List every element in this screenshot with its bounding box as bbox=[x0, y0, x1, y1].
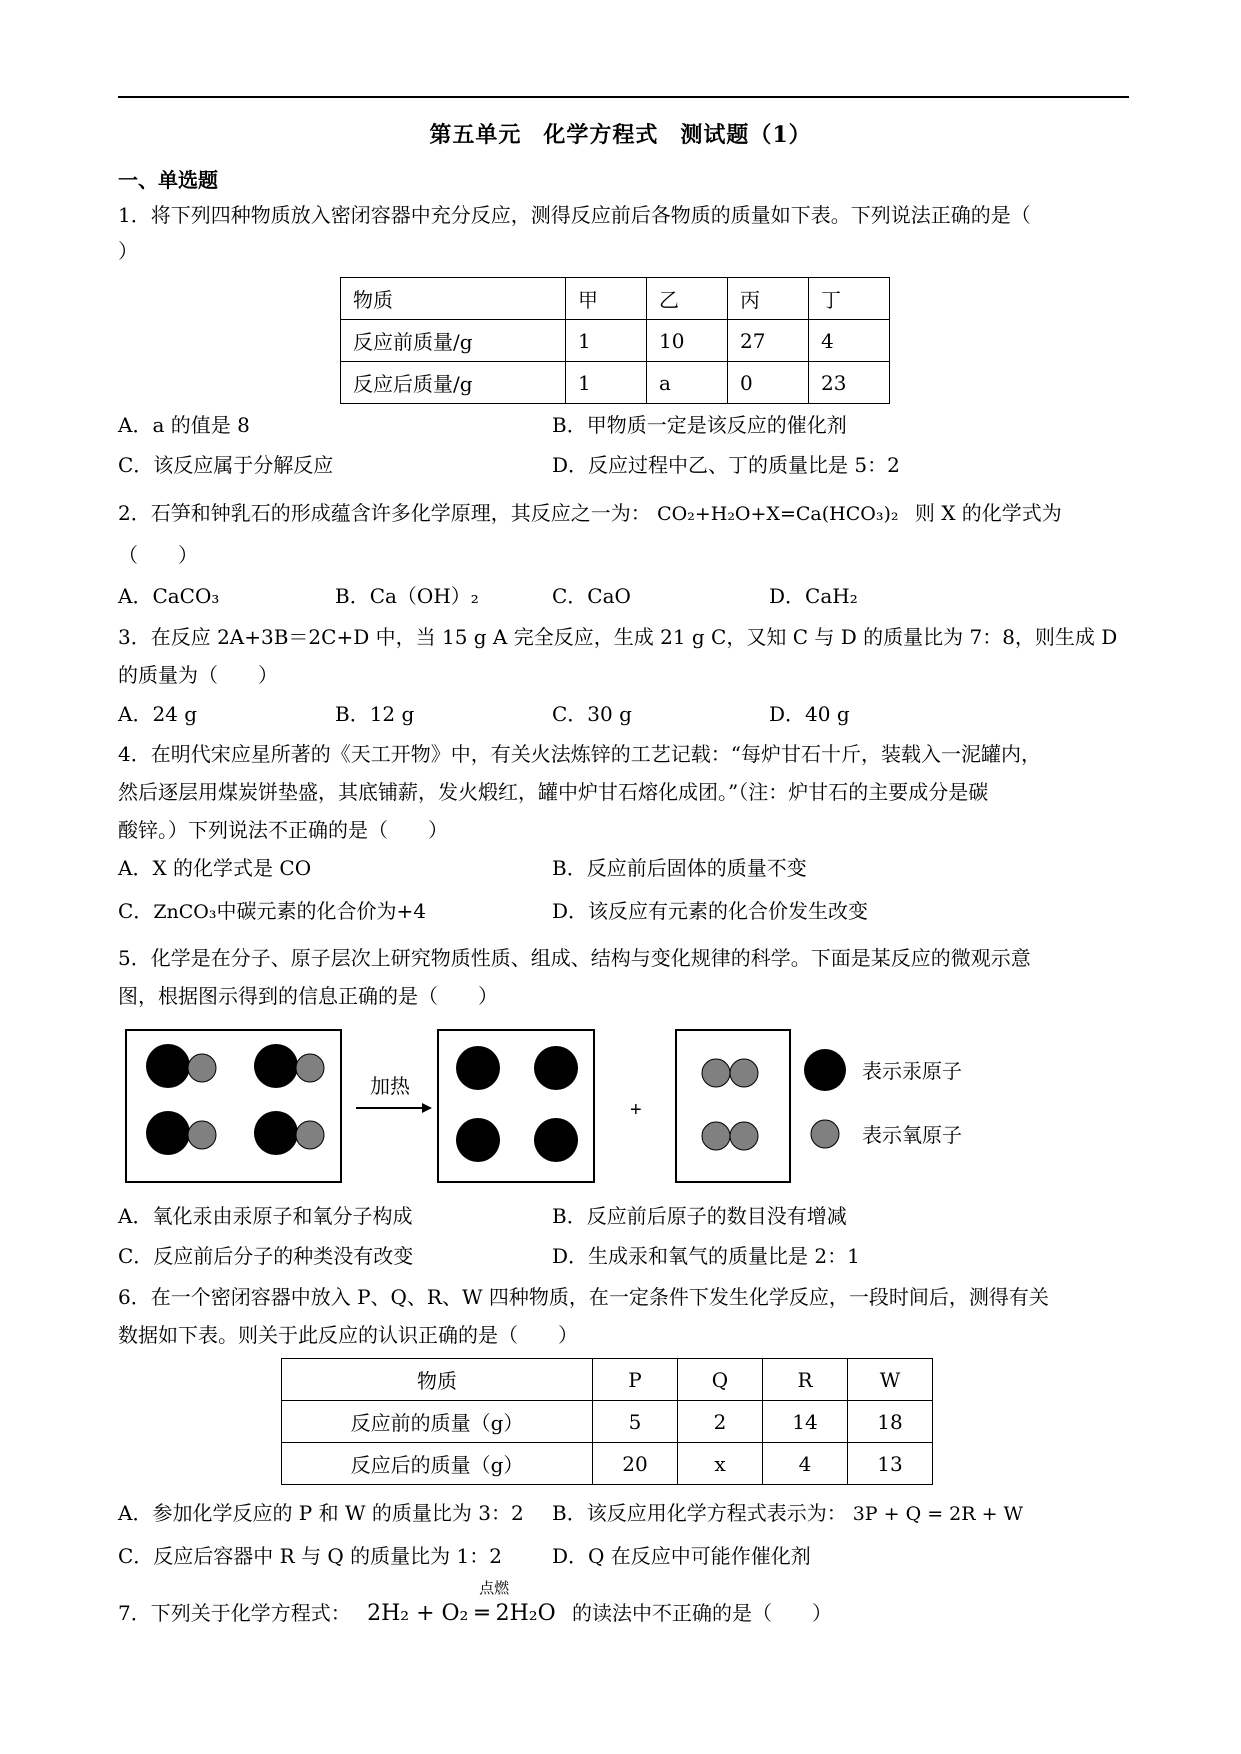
q4-option-c-label: C． bbox=[118, 899, 154, 923]
q6-table bbox=[281, 1358, 933, 1485]
q2-stem-line1 bbox=[118, 500, 1062, 527]
table-cell: 反应前质量/g bbox=[341, 320, 566, 362]
table-cell: 丙 bbox=[728, 278, 809, 320]
q5-stem-line1: 5．化学是在分子、原子层次上研究物质性质、组成、结构与变化规律的科学。下面是某反应的微观示意 bbox=[118, 946, 1031, 970]
q6-option-b[interactable] bbox=[552, 1500, 1023, 1527]
q4-stem-line1: 4．在明代宋应星所著的《天工开物》中，有关火法炼锌的工艺记载：“每炉甘石十斤，装载入一泥罐内， bbox=[118, 742, 1041, 766]
table-cell: 反应前的质量（g） bbox=[282, 1401, 593, 1443]
q7-formula: 2H₂ + O₂ ═ 2H₂O bbox=[367, 1601, 556, 1626]
table-cell: 甲 bbox=[566, 278, 647, 320]
table-cell: 20 bbox=[593, 1443, 678, 1485]
q6-option-a[interactable]: A．参加化学反应的 P 和 W 的质量比为 3：2 bbox=[118, 1501, 524, 1525]
q5-stem-line2: 图，根据图示得到的信息正确的是（ ） bbox=[118, 984, 498, 1008]
q2-stem-text: 2．石笋和钟乳石的形成蕴含许多化学原理，其反应之一为： bbox=[118, 501, 651, 525]
q1-table bbox=[340, 277, 890, 404]
title-part2: 化学方程式 bbox=[543, 122, 659, 148]
oxygen-molecules bbox=[702, 1059, 758, 1150]
q3-stem-line1: 3．在反应 2A+3B＝2C+D 中，当 15 g A 完全反应，生成 21 g C，又知 C 与 D 的质量比为 7：8，则生成 D bbox=[118, 625, 1118, 649]
q7-stem bbox=[118, 1580, 832, 1627]
mercury-atoms bbox=[456, 1046, 578, 1162]
table-row bbox=[341, 278, 890, 320]
table-row bbox=[282, 1443, 933, 1485]
q3-option-c[interactable]: C．30 g bbox=[552, 702, 632, 726]
table-cell: Q bbox=[678, 1359, 763, 1401]
page-title bbox=[0, 118, 1241, 149]
q4-stem-line3: 酸锌。）下列说法不正确的是（ ） bbox=[118, 818, 448, 842]
q7-equation bbox=[367, 1580, 556, 1627]
mercury-oxide-molecules bbox=[146, 1044, 324, 1155]
table-cell: R bbox=[763, 1359, 848, 1401]
q4-option-b[interactable]: B．反应前后固体的质量不变 bbox=[552, 856, 807, 880]
q1-option-c[interactable]: C．该反应属于分解反应 bbox=[118, 453, 334, 477]
q7-stem-text: 7．下列关于化学方程式： bbox=[118, 1601, 351, 1625]
q6-option-c[interactable]: C．反应后容器中 R 与 Q 的质量比为 1：2 bbox=[118, 1544, 502, 1568]
q5-option-a[interactable]: A．氧化汞由汞原子和氧分子构成 bbox=[118, 1204, 413, 1228]
header-rule bbox=[118, 96, 1129, 98]
oxygen-box bbox=[676, 1030, 790, 1182]
legend-mercury-swatch bbox=[804, 1049, 846, 1091]
table-cell: 14 bbox=[763, 1401, 848, 1443]
title-part1: 第五单元 bbox=[429, 122, 522, 148]
q2-option-a[interactable]: A．CaCO₃ bbox=[118, 584, 220, 608]
q1-option-d[interactable]: D．反应过程中乙、丁的质量比是 5：2 bbox=[552, 453, 900, 477]
q3-option-a[interactable]: A．24 g bbox=[118, 702, 198, 726]
table-cell: 物质 bbox=[341, 278, 566, 320]
q4-option-d[interactable]: D．该反应有元素的化合价发生改变 bbox=[552, 899, 869, 923]
table-cell: 0 bbox=[728, 362, 809, 404]
legend-oxygen-label: 表示氧原子 bbox=[862, 1125, 962, 1147]
table-cell: 5 bbox=[593, 1401, 678, 1443]
table-cell: 27 bbox=[728, 320, 809, 362]
table-cell: 23 bbox=[809, 362, 890, 404]
reaction-diagram bbox=[120, 1028, 1020, 1188]
q5-option-c[interactable]: C．反应前后分子的种类没有改变 bbox=[118, 1244, 414, 1268]
q7-condition: 点燃 bbox=[479, 1580, 510, 1597]
legend-mercury-label: 表示汞原子 bbox=[862, 1061, 962, 1083]
table-cell: 4 bbox=[809, 320, 890, 362]
table-cell: 丁 bbox=[809, 278, 890, 320]
q2-stem-line2: （ ） bbox=[118, 543, 198, 567]
table-cell: 乙 bbox=[647, 278, 728, 320]
q4-option-c-text: 中碳元素的化合价为+4 bbox=[216, 899, 426, 923]
q4-stem-line2: 然后逐层用煤炭饼垫盛，其底铺薪，发火煅红，罐中炉甘石熔化成团。”（注：炉甘石的主要成分是碳 bbox=[118, 780, 989, 804]
table-cell: 4 bbox=[763, 1443, 848, 1485]
q1-option-a[interactable]: A．a 的值是 8 bbox=[118, 413, 250, 437]
table-cell: 物质 bbox=[282, 1359, 593, 1401]
arrow-label: 加热 bbox=[370, 1076, 410, 1098]
q6-option-d[interactable]: D．Q 在反应中可能作催化剂 bbox=[552, 1544, 811, 1568]
arrow-head bbox=[422, 1103, 432, 1113]
table-cell: W bbox=[848, 1359, 933, 1401]
q3-option-d[interactable]: D．40 g bbox=[769, 702, 850, 726]
table-cell: 反应后质量/g bbox=[341, 362, 566, 404]
q6-stem-line1: 6．在一个密闭容器中放入 P、Q、R、W 四种物质，在一定条件下发生化学反应，一段时间后，测得有关 bbox=[118, 1285, 1049, 1309]
q1-stem-line1: 1．将下列四种物质放入密闭容器中充分反应，测得反应前后各物质的质量如下表。下列说法正确的是（ bbox=[118, 203, 1031, 227]
q2-formula: CO₂+H₂O+X=Ca(HCO₃)₂ bbox=[657, 503, 899, 525]
title-part3: 测试题（1） bbox=[680, 122, 812, 148]
q7-stem-tail: 的读法中不正确的是（ ） bbox=[572, 1601, 832, 1625]
q2-option-b[interactable]: B．Ca（OH）₂ bbox=[335, 584, 479, 608]
section-heading: 一、单选题 bbox=[118, 168, 218, 192]
table-cell: 10 bbox=[647, 320, 728, 362]
q5-option-b[interactable]: B．反应前后原子的数目没有增减 bbox=[552, 1204, 847, 1228]
table-cell: x bbox=[678, 1443, 763, 1485]
plus-sign: + bbox=[630, 1099, 642, 1121]
q2-option-c[interactable]: C．CaO bbox=[552, 584, 631, 608]
q3-option-b[interactable]: B．12 g bbox=[335, 702, 415, 726]
q4-option-c-formula: ZnCO₃ bbox=[153, 901, 217, 923]
q5-option-d[interactable]: D．生成汞和氧气的质量比是 2：1 bbox=[552, 1244, 860, 1268]
table-cell: 2 bbox=[678, 1401, 763, 1443]
table-cell: 18 bbox=[848, 1401, 933, 1443]
q6-stem-line2: 数据如下表。则关于此反应的认识正确的是（ ） bbox=[118, 1323, 578, 1347]
table-row bbox=[341, 320, 890, 362]
table-cell: 反应后的质量（g） bbox=[282, 1443, 593, 1485]
q1-stem-line2: ） bbox=[118, 239, 138, 263]
q4-option-c[interactable] bbox=[118, 898, 426, 925]
table-cell: a bbox=[647, 362, 728, 404]
table-row bbox=[282, 1401, 933, 1443]
q6-option-b-text: B．该反应用化学方程式表示为： bbox=[552, 1501, 847, 1525]
q4-option-a[interactable]: A．X 的化学式是 CO bbox=[118, 856, 312, 880]
table-cell: 13 bbox=[848, 1443, 933, 1485]
table-cell: P bbox=[593, 1359, 678, 1401]
table-cell: 1 bbox=[566, 362, 647, 404]
legend-oxygen-swatch bbox=[811, 1120, 839, 1148]
q2-stem-tail: 则 X 的化学式为 bbox=[914, 501, 1062, 525]
table-cell: 1 bbox=[566, 320, 647, 362]
table-row bbox=[341, 362, 890, 404]
q2-option-d[interactable]: D．CaH₂ bbox=[769, 584, 858, 608]
q3-stem-line2: 的质量为（ ） bbox=[118, 663, 278, 687]
table-row bbox=[282, 1359, 933, 1401]
q1-option-b[interactable]: B．甲物质一定是该反应的催化剂 bbox=[552, 413, 847, 437]
q6-option-b-formula: 3P + Q = 2R + W bbox=[852, 1503, 1024, 1525]
